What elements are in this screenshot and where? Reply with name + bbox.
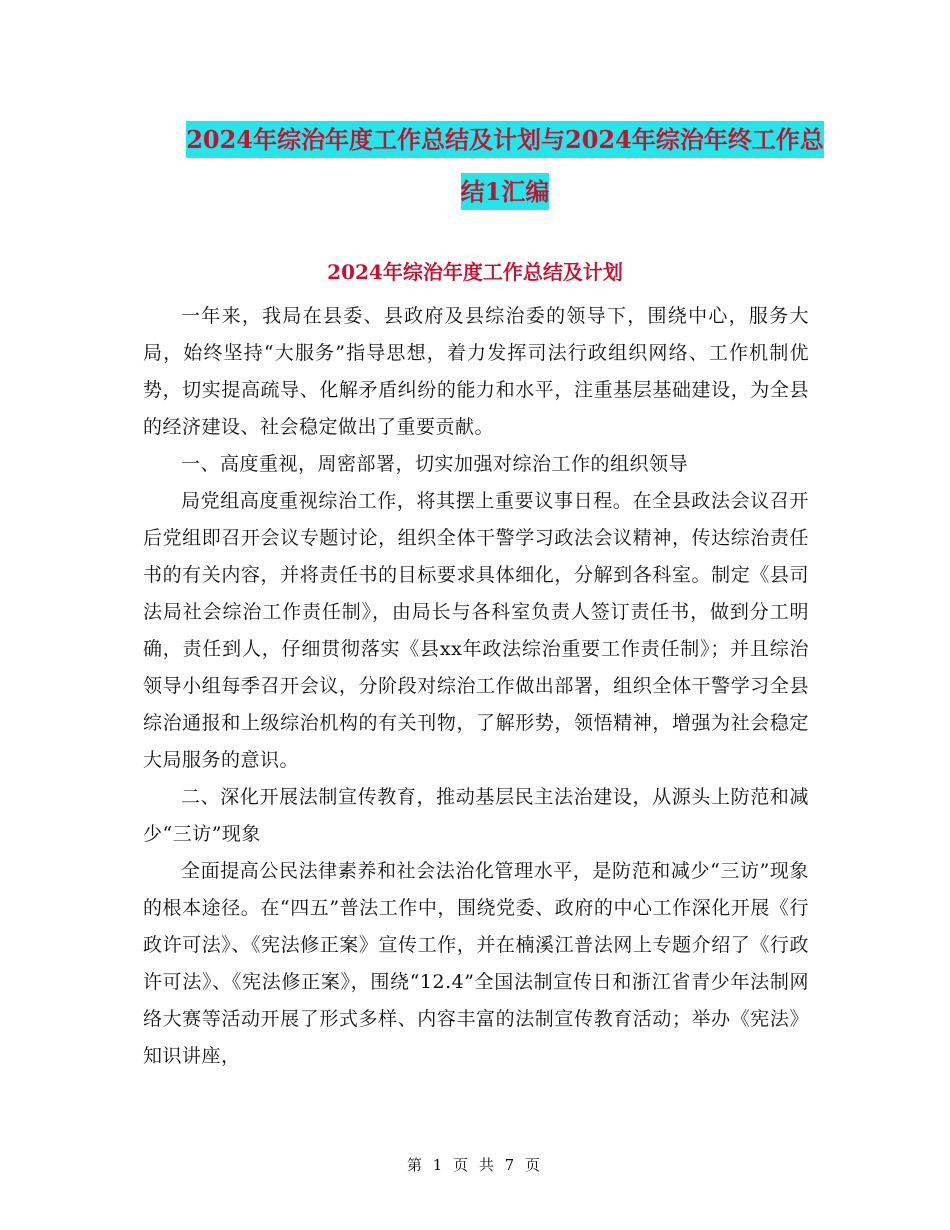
- paragraph-legal-education: 全面提高公民法律素养和社会法治化管理水平，是防范和减少“三访”现象的根本途径。在“四五”普法工作中，围绕党委、政府的中心工作深化开展《行政许可法》、《宪法修正案》宣传工作，并在楠溪江普法网上专题介绍了《行政许可法》、《宪法修正案》，围绕“12.4”全国法制宣传日和浙江省青少年法制网络大赛等活动开展了形式多样、内容丰富的法制宣传教育活动；举办《宪法》知识讲座，: [143, 860, 809, 1067]
- paragraph-leadership: 局党组高度重视综治工作，将其摆上重要议事日程。在全县政法会议召开后党组即召开会议专题讨论，组织全体干警学习政法会议精神，传达综治责任书的有关内容，并将责任书的目标要求具体细化，分解到各科室。制定《县司法局社会综治工作责任制》，由局长与各科室负责人签订责任书，做到分工明确，责任到人，仔细贯彻落实《县xx年政法综治重要工作责任制》；并且综治领导小组每季召开会议，分阶段对综治工作做出部署，组织全体干警学习全县综治通报和上级综治机构的有关刊物，了解形势，领悟精神，增强为社会稳定大局服务的意识。: [143, 490, 809, 771]
- page-footer: 第 1 页 共 7 页: [407, 1156, 543, 1174]
- document-body: [143, 298, 809, 1075]
- paragraph-intro: 一年来，我局在县委、县政府及县综治委的领导下，围绕中心，服务大局，始终坚持“大服务”指导思想，着力发挥司法行政组织网络、工作机制优势，切实提高疏导、化解矛盾纠纷的能力和水平，注重基层基础建设，为全县的经济建设、社会稳定做出了重要贡献。: [143, 305, 809, 438]
- paragraph-heading-1: 一、高度重视，周密部署，切实加强对综治工作的组织领导: [181, 453, 689, 475]
- document-title: [185, 114, 825, 218]
- section-title: 2024年综治年度工作总结及计划: [327, 260, 623, 284]
- title-highlight: 2024年综治年度工作总结及计划与2024年综治年终工作总结1汇编: [186, 121, 824, 210]
- paragraph-heading-2: 二、深化开展法制宣传教育，推动基层民主法治建设，从源头上防范和减少“三访”现象: [143, 786, 809, 845]
